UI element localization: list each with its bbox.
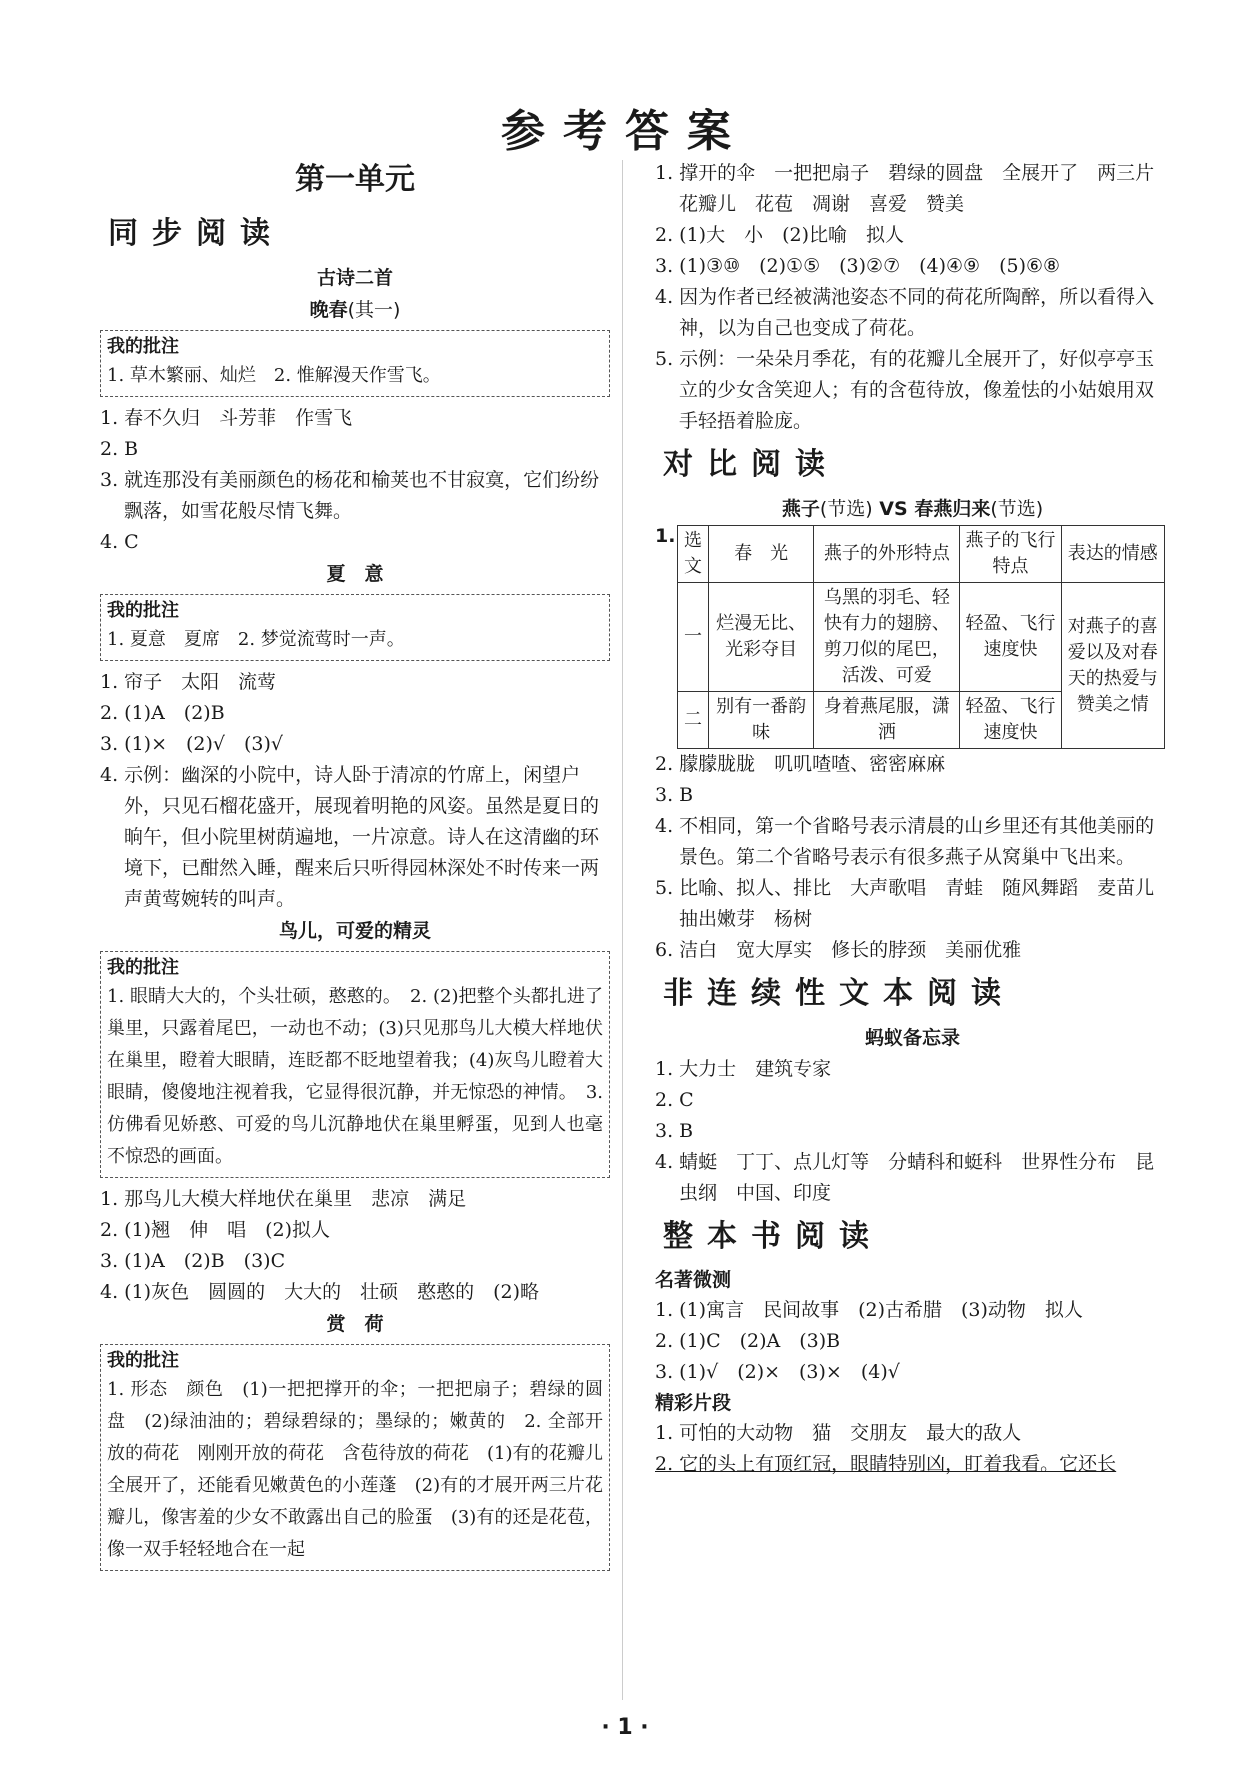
note-title: 我的批注 [107,600,179,621]
table-cell: 轻盈、飞行速度快 [960,583,1061,692]
right-column [655,158,1174,1480]
note-title: 我的批注 [107,957,179,978]
note-box-shanghe [100,1344,610,1571]
answer-line: 4. 不相同，第一个省略号表示清晨的山乡里还有其他美丽的景色。第二个省略号表示有很多燕子从窝巢中飞出来。 [655,815,1155,868]
note-text: 1. 形态 颜色 (1)一把把撑开的伞；一把把扇子；碧绿的圆盘 (2)绿油油的；碧绿碧绿的；墨绿的；嫩黄的 2. 全部开放的荷花 刚刚开放的荷花 含苞待放的荷花 (1)有的花瓣儿全展开了，还能看见嫩黄色的小莲蓬 (2)有的才展开两三片花瓣儿，像害羞的少女不敢露出自己的脸蛋 (3)有的还是花苞，像一双手轻轻地合在一起 [107,1379,603,1560]
answer-line: 4. (1)灰色 圆圆的 大大的 壮硕 憨憨的 (2)略 [100,1281,539,1303]
answer-line: 3. (1)√ (2)× (3)× (4)√ [655,1361,900,1383]
table-header-cell: 表达的情感 [1061,526,1164,583]
table-cell-emotion: 对燕子的喜爱以及对春天的热爱与赞美之情 [1061,583,1164,749]
chunyan-paren: (节选) [990,498,1044,520]
answer-line: 3. (1)③⑩ (2)①⑤ (3)②⑦ (4)④⑨ (5)⑥⑧ [655,255,1061,277]
note-text: 1. 眼睛大大的，个头壮硕，憨憨的。 2. (2)把整个头都扎进了巢里，只露着尾巴，一动也不动；(3)只见那鸟儿大模大样地伏在巢里，瞪着大眼睛，连眨都不眨地望着我；(4)灰鸟儿瞪着大眼睛，傻傻地注视着我，它显得很沉静，并无惊恐的神情。 3. 仿佛看见娇憨、可爱的鸟儿沉静地伏在巢里孵蛋，见到人也毫不惊恐的画面。 [107,986,603,1167]
table-cell: 一 [678,583,709,692]
table-header-row [678,526,1165,583]
yanzi-title: 燕子 [781,498,820,520]
unit-heading: 第一单元 [295,162,415,197]
subtag-jingcai: 精彩片段 [655,1392,732,1414]
answer-line: 3. (1)× (2)√ (3)√ [100,733,284,755]
subheading-mayi: 蚂蚁备忘录 [864,1027,960,1049]
subheading-yanzi [655,493,1170,525]
table-row [678,583,1165,692]
yanzi-paren: (节选) [819,498,873,520]
answer-line: 2. 朦朦胧胧 叽叽喳喳、密密麻麻 [655,753,946,775]
column-divider [622,160,623,1700]
answer-line: 3. (1)A (2)B (3)C [100,1250,286,1272]
answer-line: 4. C [100,531,139,553]
answer-line: 5. 示例：一朵朵月季花，有的花瓣儿全展开了，好似亭亭玉立的少女含笑迎人；有的含苞待放，像羞怯的小姑娘用双手轻捂着脸庞。 [655,348,1155,432]
answer-line: 1. 春不久归 斗芳菲 作雪飞 [100,407,353,429]
answer-line-underlined: 2. 它的头上有顶红冠，眼睛特别凶，盯着我看。它还长 [655,1453,1117,1475]
answer-line: 2. (1)A (2)B [100,702,225,724]
subtag-mingzhu: 名著微测 [655,1269,732,1291]
answer-line: 3. 就连那没有美丽颜色的杨花和榆荚也不甘寂寞，它们纷纷飘落，如雪花般尽情飞舞。 [100,469,600,522]
left-column [100,158,610,1577]
chunyan-title: 春燕归来 [914,498,991,520]
answer-line: 1. (1)寓言 民间故事 (2)古希腊 (3)动物 拟人 [655,1299,1083,1321]
subheading-wanchun [100,294,610,326]
answer-line: 1. 可怕的大动物 猫 交朋友 最大的敌人 [655,1422,1022,1444]
vs-label: VS [872,498,915,520]
answer-line: 3. B [655,784,694,806]
wanchun-title: 晚春 [309,299,348,321]
answer-line: 1. 那鸟儿大模大样地伏在巢里 悲凉 满足 [100,1188,467,1210]
answer-line: 4. 因为作者已经被满池姿态不同的荷花所陶醉，所以看得入神，以为自己也变成了荷花。 [655,286,1155,339]
wanchun-paren: (其一) [347,299,401,321]
answer-line: 2. B [100,438,139,460]
note-title: 我的批注 [107,1350,179,1371]
table-header-cell: 春 光 [708,526,813,583]
note-text: 1. 夏意 夏席 2. 梦觉流莺时一声。 [107,629,405,650]
section-heading-tongbu: 同步阅读 [108,216,284,251]
comparison-table-wrap [655,525,1170,749]
answer-line: 1. 撑开的伞 一把把扇子 碧绿的圆盘 全展开了 两三片花瓣儿 花苞 凋谢 喜爱 赞美 [655,162,1155,215]
note-box-xiayi [100,594,610,661]
table-cell: 乌黑的羽毛、轻快有力的翅膀、剪刀似的尾巴，活泼、可爱 [814,583,960,692]
table-cell: 烂漫无比、光彩夺目 [708,583,813,692]
note-box-wanchun [100,330,610,397]
section-heading-duibi: 对比阅读 [663,447,839,482]
answer-line: 2. (1)大 小 (2)比喻 拟人 [655,224,904,246]
table-cell: 轻盈、飞行速度快 [960,692,1061,749]
table-header-cell: 燕子的飞行特点 [960,526,1061,583]
table-header-cell: 选文 [678,526,709,583]
subheading-xiayi: 夏 意 [326,563,384,585]
table-cell: 二 [678,692,709,749]
answer-line: 6. 洁白 宽大厚实 修长的脖颈 美丽优雅 [655,939,1022,961]
subheading-gushi: 古诗二首 [316,267,393,289]
table-cell: 别有一番韵味 [708,692,813,749]
answer-line: 2. (1)C (2)A (3)B [655,1330,841,1352]
answer-line: 3. B [655,1120,694,1142]
answer-line: 2. (1)翘 伸 唱 (2)拟人 [100,1219,330,1241]
answer-line: 4. 蜻蜓 丁丁、点儿灯等 分蜻科和蜓科 世界性分布 昆虫纲 中国、印度 [655,1151,1155,1204]
answer-line: 2. C [655,1089,694,1111]
table-cell: 身着燕尾服，潇洒 [814,692,960,749]
note-text: 1. 草木繁丽、灿烂 2. 惟解漫天作雪飞。 [107,365,441,386]
section-heading-zhengben: 整本书阅读 [663,1219,883,1254]
answer-line: 5. 比喻、拟人、排比 大声歌唱 青蛙 随风舞蹈 麦苗儿 抽出嫩芽 杨树 [655,877,1174,930]
page-number: · 1 · [601,1715,649,1740]
page-title: 参考答案 [501,106,749,157]
note-title: 我的批注 [107,336,179,357]
subheading-niaoer: 鸟儿，可爱的精灵 [278,920,431,942]
section-heading-feilianxu: 非连续性文本阅读 [663,976,1015,1011]
table-header-cell: 燕子的外形特点 [814,526,960,583]
note-box-niaoer [100,951,610,1178]
table-number: 1. [655,525,676,547]
comparison-table [677,525,1165,749]
answer-line: 1. 大力士 建筑专家 [655,1058,832,1080]
subheading-shanghe: 赏 荷 [326,1313,384,1335]
answer-line: 1. 帘子 太阳 流莺 [100,671,277,693]
answer-line: 4. 示例：幽深的小院中，诗人卧于清凉的竹席上，闲望户外，只见石榴花盛开，展现着明艳的风姿。虽然是夏日的晌午，但小院里树荫遍地，一片凉意。诗人在这清幽的环境下，已酣然入睡，醒来后只听得园林深处不时传来一两声黄莺婉转的叫声。 [100,764,600,910]
